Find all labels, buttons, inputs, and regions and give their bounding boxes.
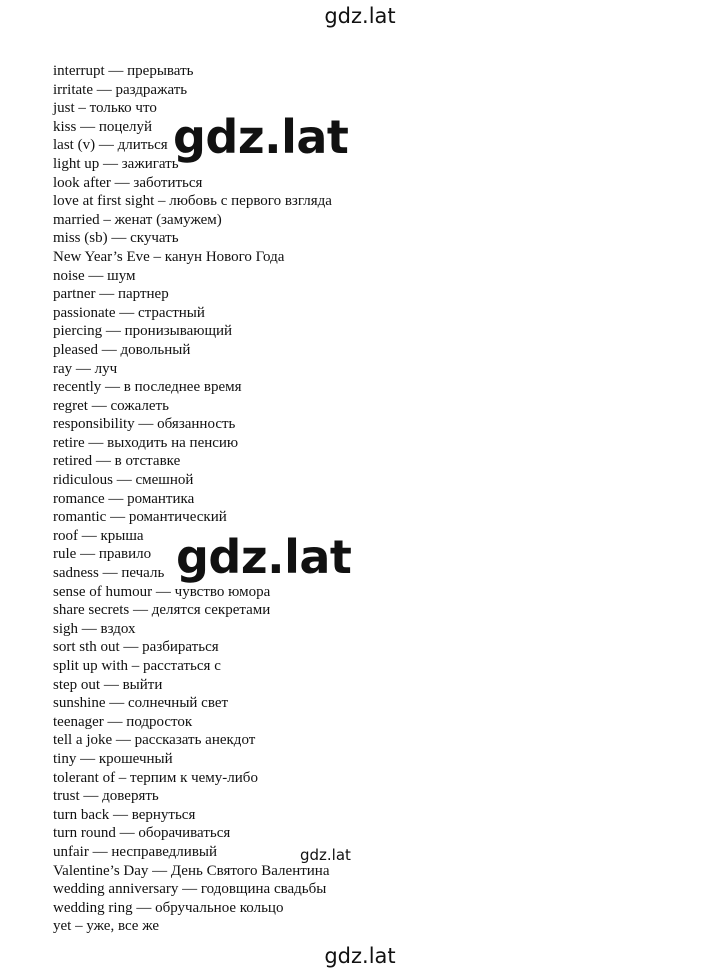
list-item: miss (sb) — скучать: [53, 230, 179, 247]
list-item: rule — правило: [53, 546, 152, 563]
list-item: split up with – расстаться с: [53, 658, 221, 674]
list-item: share secrets — делятся секретами: [53, 602, 271, 619]
list-item: married – женат (замужем): [53, 211, 222, 228]
watermark-bottom: gdz.lat: [324, 944, 396, 968]
list-item: roof — крыша: [53, 527, 144, 544]
list-item: romance — романтика: [53, 490, 195, 507]
list-item: New Year’s Eve – канун Нового Года: [53, 248, 285, 265]
list-item: trust — доверять: [53, 788, 159, 805]
list-item: retired — в отставке: [53, 453, 181, 470]
watermark-top: gdz.lat: [324, 4, 396, 28]
watermark-small: gdz.lat: [300, 846, 351, 864]
list-item: wedding ring — обручальное кольцо: [53, 899, 284, 916]
list-item: Valentine’s Day — День Святого Валентина: [53, 862, 330, 879]
list-item: partner — партнер: [53, 286, 169, 303]
list-item: interrupt — прерывать: [53, 63, 194, 79]
list-item: noise — шум: [53, 267, 136, 284]
list-item: ridiculous — смешной: [53, 472, 194, 489]
list-item: yet – уже, все же: [53, 918, 160, 935]
list-item: step out — выйти: [53, 676, 163, 693]
list-item: just – только что: [53, 100, 157, 117]
list-item: sunshine — солнечный свет: [53, 695, 229, 712]
list-item: ray — луч: [53, 360, 118, 377]
list-item: turn round — оборачиваться: [53, 825, 231, 842]
list-item: sadness — печаль: [53, 565, 165, 582]
list-item: sigh — вздох: [53, 620, 136, 637]
list-item: teenager — подросток: [53, 713, 193, 730]
watermark-large-upper: gdz.lat: [173, 110, 349, 164]
list-item: regret — сожалеть: [53, 397, 169, 414]
list-item: light up — зажигать: [53, 155, 179, 172]
list-item: pleased — довольный: [53, 341, 191, 358]
list-item: retire — выходить на пенсию: [53, 434, 239, 451]
watermark-large-middle: gdz.lat: [176, 530, 352, 584]
list-item: love at first sight – любовь с первого взгляда: [53, 193, 332, 210]
list-item: sense of humour — чувство юмора: [53, 583, 271, 600]
list-item: tell a joke — рассказать анекдот: [53, 732, 256, 749]
list-item: wedding anniversary — годовщина свадьбы: [53, 881, 327, 898]
list-item: tiny — крошечный: [53, 750, 173, 767]
list-item: unfair — несправедливый: [53, 843, 218, 860]
list-item: sort sth out — разбираться: [53, 639, 219, 656]
vocabulary-list: [53, 62, 332, 936]
list-item: recently — в последнее время: [53, 379, 242, 396]
list-item: look after — заботиться: [53, 174, 203, 191]
list-item: piercing — пронизывающий: [53, 323, 233, 340]
list-item: kiss — поцелуй: [53, 118, 153, 135]
list-item: turn back — вернуться: [53, 806, 196, 823]
list-item: irritate — раздражать: [53, 81, 188, 98]
list-item: romantic — романтический: [53, 509, 227, 526]
list-item: responsibility — обязанность: [53, 416, 236, 433]
list-item: last (v) — длиться: [53, 137, 168, 154]
list-item: tolerant of – терпим к чему-либо: [53, 769, 258, 786]
list-item: passionate — страстный: [53, 304, 205, 321]
